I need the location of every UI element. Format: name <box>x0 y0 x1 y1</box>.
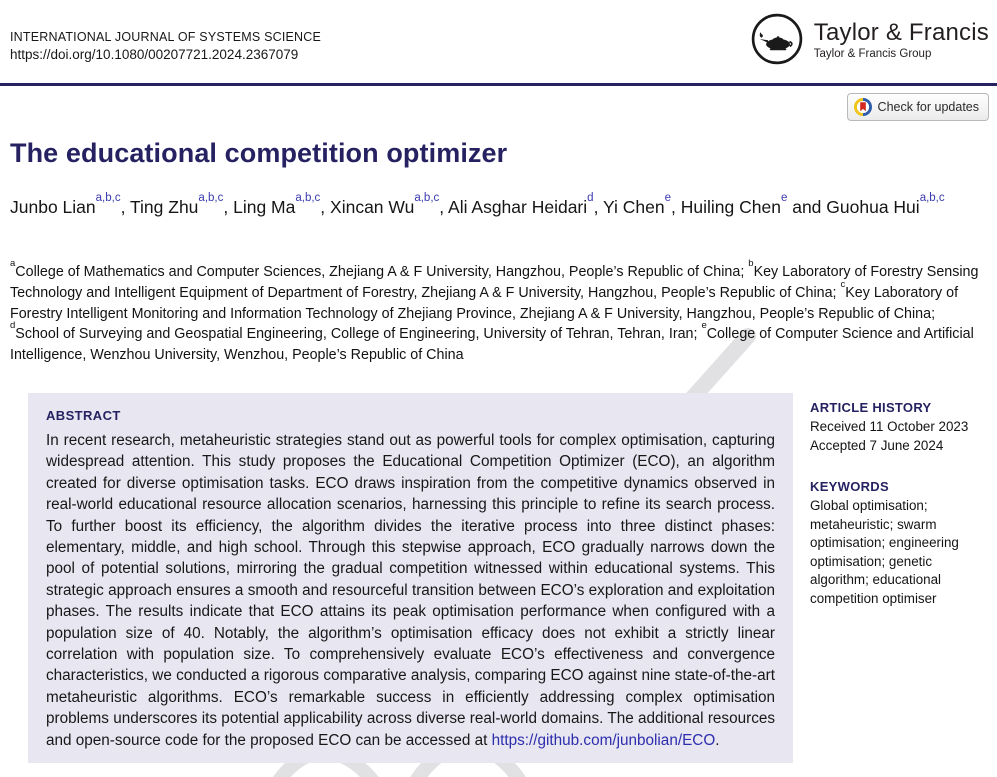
author: Ling Ma$^{a,b,c}$, <box>233 192 331 217</box>
header-divider <box>0 83 997 86</box>
keywords-list: Global optimisation; metaheuristic; swarm optimisation; engineering optimisation; genetic algorithm; educational competition optimiser <box>810 498 959 606</box>
affiliation-superscript: d <box>10 320 16 332</box>
github-link[interactable]: https://github.com/junbolian/ECO <box>491 731 716 749</box>
affiliation: $^e$College of Computer Science and Artificial Intelligence, Wenzhou University, Wenzhou, People’s Republic of China <box>10 320 974 364</box>
author: Ting Zhu$^{a,b,c}$, <box>130 192 234 217</box>
author-affiliation-superscript: a,b,c <box>919 192 945 204</box>
taylor-francis-lamp-icon <box>750 12 804 66</box>
page-title: The educational competition optimizer <box>10 138 508 168</box>
affiliation-superscript: e <box>701 320 707 332</box>
affiliation-superscript: b <box>748 257 754 269</box>
abstract-heading: ABSTRACT <box>46 408 121 423</box>
check-for-updates-label: Check for updates <box>877 100 979 114</box>
journal-name: INTERNATIONAL JOURNAL OF SYSTEMS SCIENCE <box>10 30 322 44</box>
author: Huiling Chen$^e$ and <box>680 192 827 217</box>
affiliation-list <box>10 257 986 366</box>
journal-doi: https://doi.org/10.1080/00207721.2024.2367079 <box>10 47 299 62</box>
author-affiliation-superscript: e <box>780 192 788 204</box>
abstract-panel <box>28 393 793 763</box>
author-affiliation-superscript: a,b,c <box>414 192 440 204</box>
author-list <box>10 194 966 221</box>
affiliation: $^d$School of Surveying and Geospatial Engineering, College of Engineering, University of Tehran, Tehran, Iran; <box>10 320 702 343</box>
keywords-heading: KEYWORDS <box>810 479 889 494</box>
author: Junbo Lian$^{a,b,c}$, <box>10 192 130 217</box>
publisher-logo <box>750 12 989 66</box>
author-affiliation-superscript: d <box>587 192 594 204</box>
affiliation: $^c$Key Laboratory of Forestry Intelligent Monitoring and Information Technology of Zhejiang Province, Zhejiang A & F University, Hangzhou, People’s Republic of China; <box>10 278 959 322</box>
author-affiliation-superscript: a,b,c <box>95 192 121 204</box>
affiliation-superscript: a <box>10 257 16 269</box>
accepted-date: Accepted 7 June 2024 <box>810 437 944 453</box>
journal-header <box>10 30 321 62</box>
affiliation: $^a$College of Mathematics and Computer Sciences, Zhejiang A & F University, Hangzhou, People’s Republic of China; <box>10 257 749 280</box>
author: Ali Asghar Heidari$^d$, <box>448 192 603 217</box>
abstract-text: In recent research, metaheuristic strategies stand out as powerful tools for complex optimisation, capturing widespread attention. This study proposes the Educational Competition Optimizer (ECO), an algorithm created for diverse optimisation tasks. ECO draws inspiration from the competitive dynamics observed in real-world educational resource allocation scenarios, harnessing this principle to refine its search process. To further boost its efficiency, the algorithm divides the iterative process into three distinct phases: elementary, middle, and high school. Through this stepwise approach, ECO gradually narrows down the pool of potential solutions, mirroring the gradual competition witnessed within educational systems. This strategic approach ensures a smooth and resourceful transition between ECO’s exploration and exploitation phases. The results indicate that ECO attains its peak optimisation performance when configured with a population size of 40. Notably, the algorithm’s optimisation efficacy does not exhibit a strictly linear correlation with population size. To comprehensively evaluate ECO’s effectiveness and convergence characteristics, we conducted a rigorous comparative analysis, comparing ECO against nine state-of-the-art metaheuristic algorithms. ECO’s remarkable success in efficiently addressing complex optimisation problems underscores its potential applicability across diverse real-world domains. The additional resources and open-source code for the proposed ECO can be accessed at https://github.com/junbolian/ECO. <box>46 432 775 749</box>
publisher-name: Taylor & Francis <box>813 18 989 46</box>
author-affiliation-superscript: a,b,c <box>295 192 321 204</box>
author: Yi Chen$^e$, <box>602 192 681 217</box>
author: Xincan Wu$^{a,b,c}$, <box>330 192 449 217</box>
author-affiliation-superscript: a,b,c <box>198 192 224 204</box>
article-history-heading: ARTICLE HISTORY <box>810 400 932 415</box>
affiliation-superscript: c <box>840 278 846 290</box>
author: Guohua Hui$^{a,b,c}$ <box>826 192 945 217</box>
article-info-sidebar <box>810 400 988 608</box>
received-date: Received 11 October 2023 <box>810 419 969 434</box>
check-for-updates-button[interactable] <box>847 93 989 121</box>
author-affiliation-superscript: e <box>664 192 671 204</box>
publisher-subtitle: Taylor & Francis Group <box>813 47 932 60</box>
affiliation: $^b$Key Laboratory of Forestry Sensing Technology and Intelligent Equipment of Department of Forestry, Zhejiang A & F University, Hangzhou, People’s Republic of China; <box>10 257 979 301</box>
crossmark-icon <box>854 98 872 116</box>
